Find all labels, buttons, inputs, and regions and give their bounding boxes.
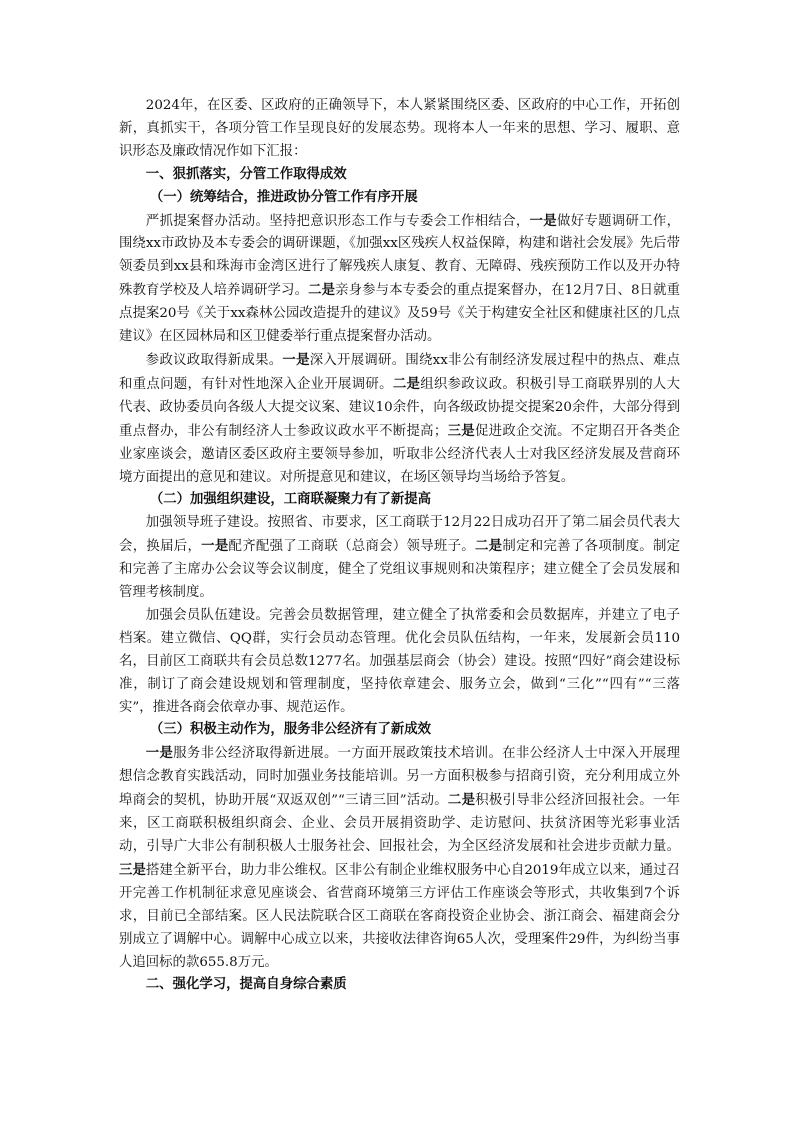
paragraph-text: 加强领导班子建设。按照省、市要求，区工商联于12月22日成功召开了第二届会员代表大会，换届后，	[119, 515, 680, 555]
section-heading-2: 二、强化学习，提高自身综合素质	[145, 977, 347, 993]
paragraph-political-participation	[119, 349, 680, 489]
paragraph-text: 促进政企交流。不定期召开各类企业家座谈会，邀请区委区政府主要领导参加，听取非公经济代表人士对我区经济发展及营商环境方面提出的意见和建议。对所提意见和建议，在场区领导均当场给予答复。	[119, 423, 681, 485]
paragraph-text: 服务非公经济取得新进展。一方面开展政策技术培训。在非公经济人士中深入开展理想信念教育实践活动，同时加强业务技能培训。另一方面积极参与招商引资，充分利用成立外埠商会的契机，协助开展“双返双创”“三请三回”活动。	[119, 746, 681, 809]
paragraph-text: 积极引导非公经济回报社会。一年来，区工商联积极组织商会、企业、会员开展捐资助学、走访慰问、扶贫济困等光彩事业活动，引导广大非公有制积极人士服务社会、回报社会，为全区经济发展和社会进步贡献力量。	[119, 793, 681, 854]
emphasis-second: 二是	[308, 282, 336, 299]
paragraph-text: 亲身参与本专委会的重点提案督办，在12月7日、8日就重点提案20号《关于xx森林公园改造提升的建议》及59号《关于构建安全社区和健康社区的几点建议》在区园林局和区卫健委举行重点提案督办活动。	[119, 283, 681, 345]
paragraph-leadership-building	[119, 512, 680, 605]
emphasis-third: 三是	[119, 861, 147, 878]
subsection-heading-1: （一）统筹结合，推进政协分管工作有序开展	[149, 189, 418, 205]
paragraph-text: 制定和完善了各项制度。制定和完善了主席办公会议等会议制度，健全了党组议事规则和决策程序；建立健全了会员发展和管理考核制度。	[119, 539, 681, 601]
subsection-heading-2: （二）加强组织建设，工商联凝聚力有了新提高	[149, 492, 432, 508]
paragraph-text: 严抓提案督办活动。坚持把意识形态工作与专委会工作相结合，	[145, 213, 530, 229]
emphasis-second: 二是	[474, 538, 503, 555]
paragraph-text: 搭建全新平台，助力非公维权。区非公有制企业维权服务中心自2019年成立以来，通过召开完善工作机制征求意见座谈会、省营商环境第三方评估工作座谈会等形式，共收集到7个诉求，目前已全部结案。区人民法院联合区工商联在客商投资企业协会、浙江商会、福建商会分别成立了调解中心。调解中心成立以来，共接收法律咨询65人次，受理案件29件，为纠纷当事人追回标的款655.8万元。	[119, 862, 681, 970]
emphasis-first: 一是	[145, 745, 174, 762]
paragraph-text: 做好专题调研工作，围绕xx市政协及本专委会的调研课题，《加强xx区残疾人权益保障，构建和谐社会发展》先后带领委员到xx县和珠海市金湾区进行了解残疾人康复、教育、无障碍、残疾预防工作以及开办特殊教育学校及人培养调研学习。	[119, 213, 681, 299]
document-body	[119, 95, 680, 997]
paragraph-proposal-supervision	[119, 210, 680, 349]
paragraph-text: 组织参政议政。积极引导工商联界别的人大代表、政协委员向各级人大提交议案、建议10余件，向各级政协提交提案20余件，大部分得到重点督办，非公有制经济人士参政议政水平不断提高；	[119, 376, 681, 439]
emphasis-first: 一是	[282, 351, 310, 368]
emphasis-first: 一是	[529, 212, 557, 229]
emphasis-third: 三是	[447, 422, 475, 439]
emphasis-second: 二是	[447, 792, 476, 809]
paragraph-text: 配齐配强了工商联（总商会）领导班子。	[228, 539, 475, 555]
paragraph-member-building: 加强会员队伍建设。完善会员数据管理，建立健全了执常委和会员数据库，并建立了电子档案。建立微信、QQ群，实行会员动态管理。优化会员队伍结构，一年来，发展新会员110名，目前区工商联共有会员总数1277名。加强基层商会（协会）建设。按照“四好”商会建设标准，制订了商会建设规划和管理制度，坚持依章建会、服务立会，做到“三化”“四有”“三落实”，推进各商会依章办事、规范运作。	[119, 607, 680, 715]
paragraph-service-economy	[119, 742, 680, 974]
emphasis-second: 二是	[392, 375, 421, 392]
emphasis-first: 一是	[201, 538, 229, 555]
section-heading-1: 一、狠抓落实，分管工作取得成效	[145, 166, 347, 182]
intro-paragraph: 2024年，在区委、区政府的正确领导下，本人紧紧围绕区委、区政府的中心工作，开拓创新，真抓实干，各项分管工作呈现良好的发展态势。现将本人一年来的思想、学习、履职、意识形态及廉政情况作如下汇报：	[119, 98, 680, 159]
paragraph-text: 参政议政取得新成果。	[145, 352, 283, 368]
subsection-heading-3: （三）积极主动作为，服务非公经济有了新成效	[149, 722, 432, 738]
paragraph-text: 深入开展调研。围绕xx非公有制经济发展过程中的热点、难点和重点问题，有针对性地深入企业开展调研。	[119, 352, 681, 392]
